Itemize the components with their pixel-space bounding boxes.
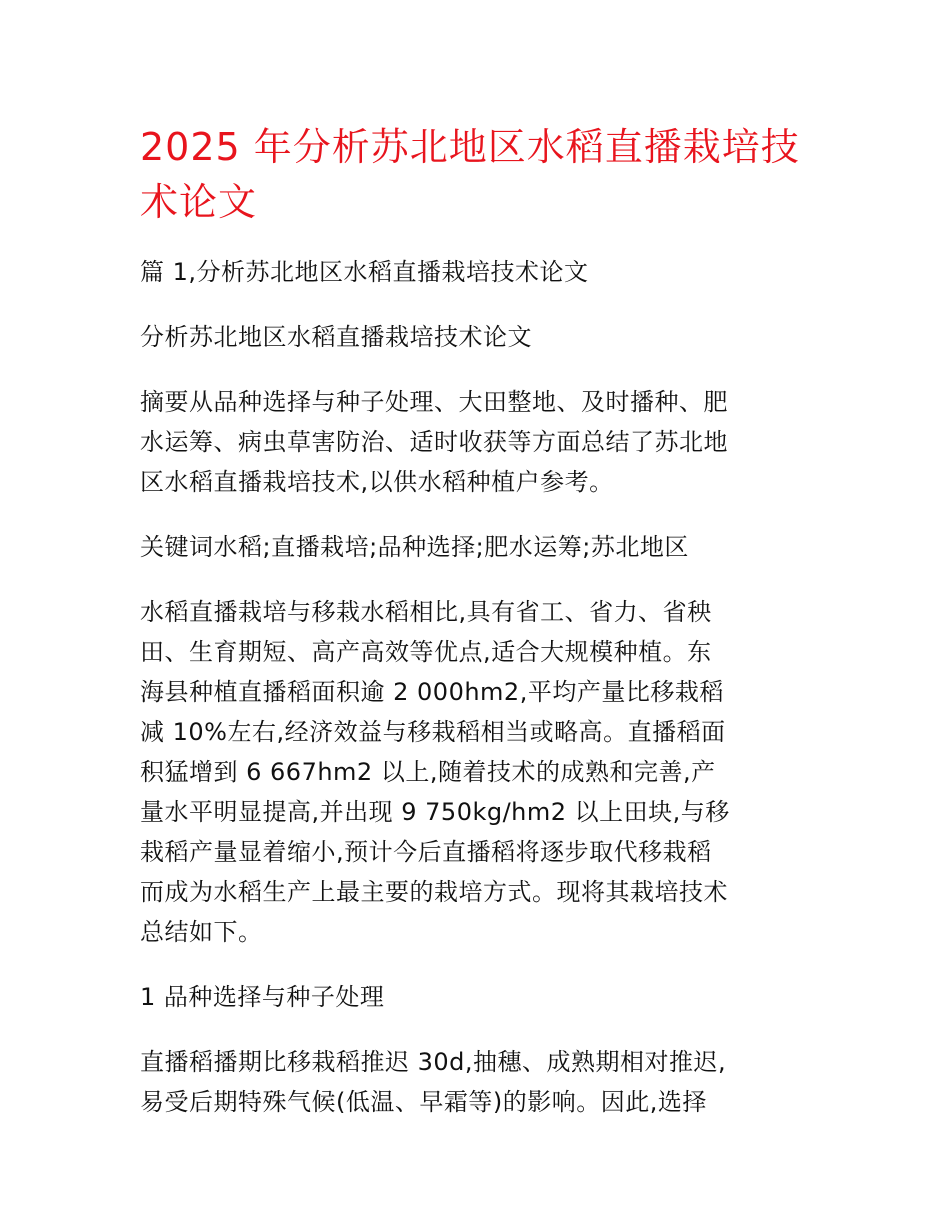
document-title — [140, 120, 815, 230]
text-line: 而成为水稻生产上最主要的栽培方式。现将其栽培技术 — [140, 878, 728, 906]
text-line: 减 10%左右,经济效益与移栽稻相当或略高。直播稻面 — [140, 718, 726, 746]
title-line: 术论文 — [140, 180, 258, 224]
document-page — [140, 120, 815, 1147]
text-line: 篇 1,分析苏北地区水稻直播栽培技术论文 — [140, 258, 589, 286]
keywords-paragraph — [140, 527, 815, 567]
text-line: 易受后期特殊气候(低温、早霜等)的影响。因此,选择 — [140, 1088, 707, 1116]
text-line: 区水稻直播栽培技术,以供水稻种植户参考。 — [140, 468, 614, 496]
section-heading — [140, 977, 815, 1017]
abstract-paragraph — [140, 382, 815, 502]
title-line: 2025 年分析苏北地区水稻直播栽培技 — [140, 125, 800, 169]
text-line: 关键词水稻;直播栽培;品种选择;肥水运筹;苏北地区 — [140, 533, 689, 561]
article-heading — [140, 252, 815, 292]
text-line: 水运筹、病虫草害防治、适时收获等方面总结了苏北地 — [140, 428, 728, 456]
intro-paragraph — [140, 592, 815, 952]
text-line: 直播稻播期比移栽稻推迟 30d,抽穗、成熟期相对推迟, — [140, 1048, 727, 1076]
text-line: 摘要从品种选择与种子处理、大田整地、及时播种、肥 — [140, 388, 728, 416]
text-line: 总结如下。 — [140, 918, 263, 946]
text-line: 1 品种选择与种子处理 — [140, 983, 385, 1011]
text-line: 量水平明显提高,并出现 9 750kg/hm2 以上田块,与移 — [140, 798, 730, 826]
text-line: 海县种植直播稻面积逾 2 000hm2,平均产量比移栽稻 — [140, 678, 724, 706]
article-subtitle — [140, 317, 815, 357]
text-line: 水稻直播栽培与移栽水稻相比,具有省工、省力、省秧 — [140, 598, 712, 626]
text-line: 栽稻产量显着缩小,预计今后直播稻将逐步取代移栽稻 — [140, 838, 712, 866]
text-line: 分析苏北地区水稻直播栽培技术论文 — [140, 323, 532, 351]
text-line: 积猛增到 6 667hm2 以上,随着技术的成熟和完善,产 — [140, 758, 716, 786]
section-paragraph — [140, 1042, 815, 1122]
text-line: 田、生育期短、高产高效等优点,适合大规模种植。东 — [140, 638, 712, 666]
